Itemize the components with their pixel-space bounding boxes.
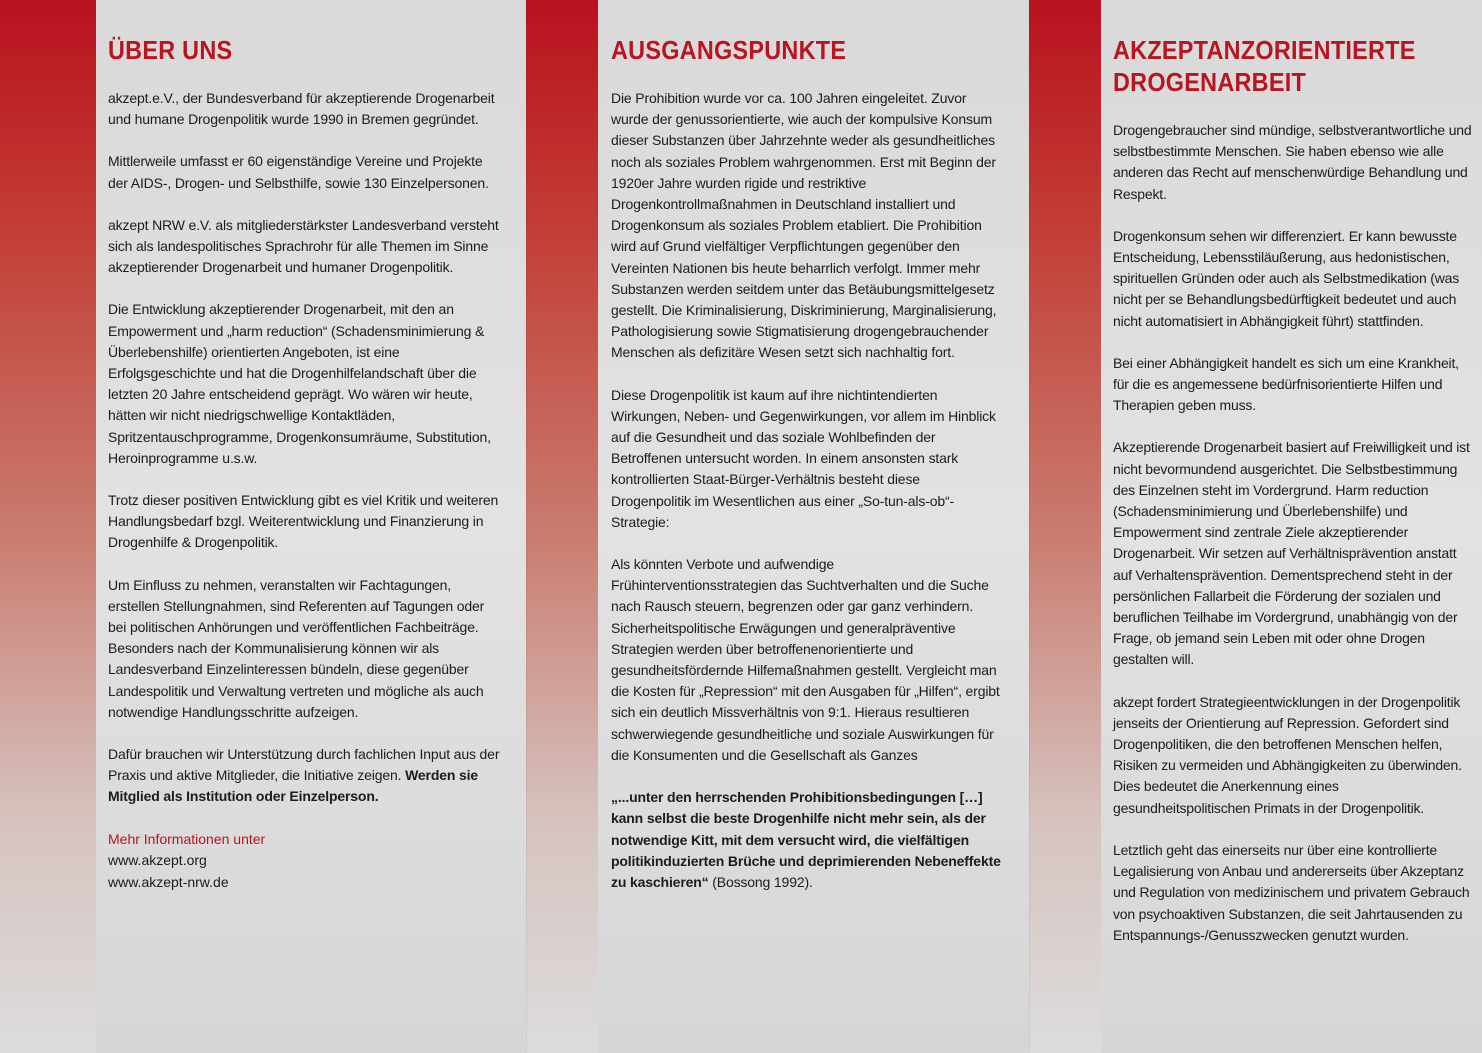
panel-akzeptanzorientierte-drogenarbeit (1113, 34, 1473, 967)
quote-source: (Bossong 1992). (708, 873, 813, 890)
panel-ueber-uns (108, 34, 500, 893)
website-link[interactable]: www.akzept-nrw.de (108, 873, 229, 890)
paragraph: Die Entwicklung akzeptierender Drogenarbeit, mit den an Empowerment und „harm reduction“ (Schadensminimierung & Überlebenshilfe) orientierten Angeboten, ist eine Erfolgsgeschichte und hat die Drogenhilfelandschaft über die letzten 20 Jahre entscheidend geprägt. Wo wären wir heute, hätten wir nicht niedrigschwellige Kontaktläden, Spritzentauschprogramme, Drogenkonsumräume, Substitution, Heroinprogramme u.s.w. (108, 301, 491, 466)
paragraph: Mittlerweile umfasst er 60 eigenständige Vereine und Projekte der AIDS-, Drogen- und Selbsthilfe, sowie 130 Einzelpersonen. (108, 153, 489, 191)
paragraph: Letztlich geht das einerseits nur über eine kontrollierte Legalisierung von Anbau und andererseits über Akzeptanz und Regulation von medizinischem und privatem Gebrauch von psychoaktiven Substanzen, die seit Jahrtausenden zu Entspannungs-/Genusszwecken genutzt wurden. (1113, 841, 1470, 943)
paragraph: Akzeptierende Drogenarbeit basiert auf Freiwilligkeit und ist nicht bevormundend ausgerichtet. Die Selbstbestimmung des Einzelnen steht im Vordergrund. Harm reduction (Schadensminimierung und Überlebenshilfe) und Empowerment sind zentrale Ziele akzeptierender Drogenarbeit. Wir setzen auf Verhältnisprävention anstatt auf Verhaltensprävention. Dementsprechend steht in der persönlichen Fallarbeit die Förderung der sozialen und beruflichen Teilhabe im Vordergrund, unabhängig von der Frage, ob jemand sein Leben mit oder ohne Drogen gestalten will. (1113, 439, 1470, 668)
paragraph: akzept NRW e.V. als mitgliederstärkster Landesverband versteht sich als landespolitisches Sprachrohr für alle Themen im Sinne akzeptierender Drogenarbeit und humaner Drogenpolitik. (108, 216, 499, 276)
panel-title: AUSGANGSPUNKTE (611, 35, 847, 65)
more-info-label: Mehr Informationen unter (108, 830, 266, 847)
paragraph: Drogenkonsum sehen wir differenziert. Er kann bewusste Entscheidung, Lebensstiläußerung, aus hedonistischen, spirituellen Gründen oder auch als Selbstmedikation (was nicht per se Behandlungsbedürftigkeit bedeutet und auch nicht automatisiert in Abhängigkeit führt) stattfinden. (1113, 227, 1459, 329)
paragraph: Bei einer Abhängigkeit handelt es sich um eine Krankheit, für die es angemessene bedürfnisorientierte Hilfen und Therapien geben muss. (1113, 354, 1459, 414)
membership-paragraph (108, 744, 500, 808)
paragraph: akzept.e.V., der Bundesverband für akzeptierende Drogenarbeit und humane Drogenpolitik wurde 1990 in Bremen gegründet. (108, 90, 495, 128)
red-stripe-right (1029, 0, 1101, 1053)
quote-text: „...unter den herrschenden Prohibitionsbedingungen […] kann selbst die beste Drogenhilfe nicht mehr sein, als der notwendige Kitt, mit dem versucht wird, die vielfältigen politikinduzierten Brüche und deprimierenden Nebeneffekte zu kaschieren“ (611, 789, 1001, 890)
website-link[interactable]: www.akzept.org (108, 852, 207, 869)
panel-title: ÜBER UNS (108, 35, 233, 65)
paragraph: Trotz dieser positiven Entwicklung gibt es viel Kritik und weiteren Handlungsbedarf bzgl. Weiterentwicklung und Finanzierung in Drogenhilfe & Drogenpolitik. (108, 492, 499, 551)
paragraph: akzept fordert Strategieentwicklungen in der Drogenpolitik jenseits der Orientierung auf Repression. Gefordert sind Drogenpolitiken, die den betroffenen Menschen helfen, Risiken zu vermeiden und Abhängigkeiten zu überwinden. Dies bedeutet die Anerkennung eines gesundheitspolitischen Primats in der Drogenpolitik. (1113, 693, 1462, 816)
fold-line (526, 0, 527, 1053)
paragraph: Die Prohibition wurde vor ca. 100 Jahren eingeleitet. Zuvor wurde der genussorientierte, wie auch der kompulsive Konsum dieser Substanzen über Jahrzehnte weder als gesundheitliches noch als soziales Problem wahrgenommen. Erst mit Beginn der 1920er Jahre wurden rigide und restriktive Drogenkontrollmaßnahmen in Deutschland installiert und Drogenkonsum als soziales Problem etabliert. Die Prohibition wird auf Grund vielfältiger Verpflichtungen gegenüber den Vereinten Nationen bis heute beharrlich verfolgt. Immer mehr Substanzen werden seitdem unter das Betäubungsmittelgesetz gestellt. Die Kriminalisierung, Diskriminierung, Marginalisierung, Pathologisierung sowie Stigmatisierung drogengebrauchender Menschen als defizitäre Wesen setzt sich nachhaltig fort. (611, 90, 997, 361)
fold-line (1029, 0, 1030, 1053)
red-stripe-left (0, 0, 96, 1053)
panel-title: AKZEPTANZORIENTIERTE DROGENARBEIT (1113, 35, 1416, 97)
quote (611, 787, 1003, 893)
paragraph: Drogengebraucher sind mündige, selbstverantwortliche und selbstbestimmte Menschen. Sie haben ebenso wie alle anderen das Recht auf menschenwürdige Behandlung und Respekt. (1113, 122, 1472, 202)
paragraph: Als könnten Verbote und aufwendige Frühinterventionsstrategien das Suchtverhalten und die Suche nach Rausch steuern, begrenzen oder gar ganz verhindern. Sicherheitspolitische Erwägungen und generalpräventive Strategien werden über betroffenenorientierte und gesundheitsfördernde Hilfemaßnahmen gestellt. Vergleicht man die Kosten für „Repression“ mit den Ausgaben für „Hilfen“, ergibt sich ein deutlich Missverhältnis von 9:1. Hieraus resultieren schwerwiegende gesundheitliche und soziale Auswirkungen für die Konsumenten und die Gesellschaft als Ganzes (611, 556, 1000, 763)
membership-call-to-action: Werden sie Mitglied als Institution oder Einzelperson. (108, 767, 479, 805)
paragraph: Um Einfluss zu nehmen, veranstalten wir Fachtagungen, erstellen Stellungnahmen, sind Referenten auf Tagungen oder bei politischen Anhörungen und veröffentlichen Fachbeiträge. Besonders nach der Kommunalisierung können wir als Landesverband Einzelinteressen bündeln, diese gegenüber Landespolitik und Verwaltung vertreten und mögliche als auch notwendige Handlungsschritte aufzeigen. (108, 576, 485, 720)
panel-ausgangspunkte (611, 34, 1003, 914)
more-info (108, 829, 500, 894)
paragraph-text: Dafür brauchen wir Unterstützung durch fachlichen Input aus der Praxis und aktive Mitglieder, die Initiative zeigen. (108, 746, 500, 784)
red-stripe-middle (526, 0, 598, 1053)
paragraph: Diese Drogenpolitik ist kaum auf ihre nichtintendierten Wirkungen, Neben- und Gegenwirkungen, vor allem im Hinblick auf die Gesundheit und das soziale Wohlbefinden der Betroffenen untersucht worden. In einem ansonsten stark kontrollierten Staat-Bürger-Verhältnis besteht diese Drogenpolitik im Wesentlichen aus einer „So-tun-als-ob“-Strategie: (611, 386, 996, 530)
